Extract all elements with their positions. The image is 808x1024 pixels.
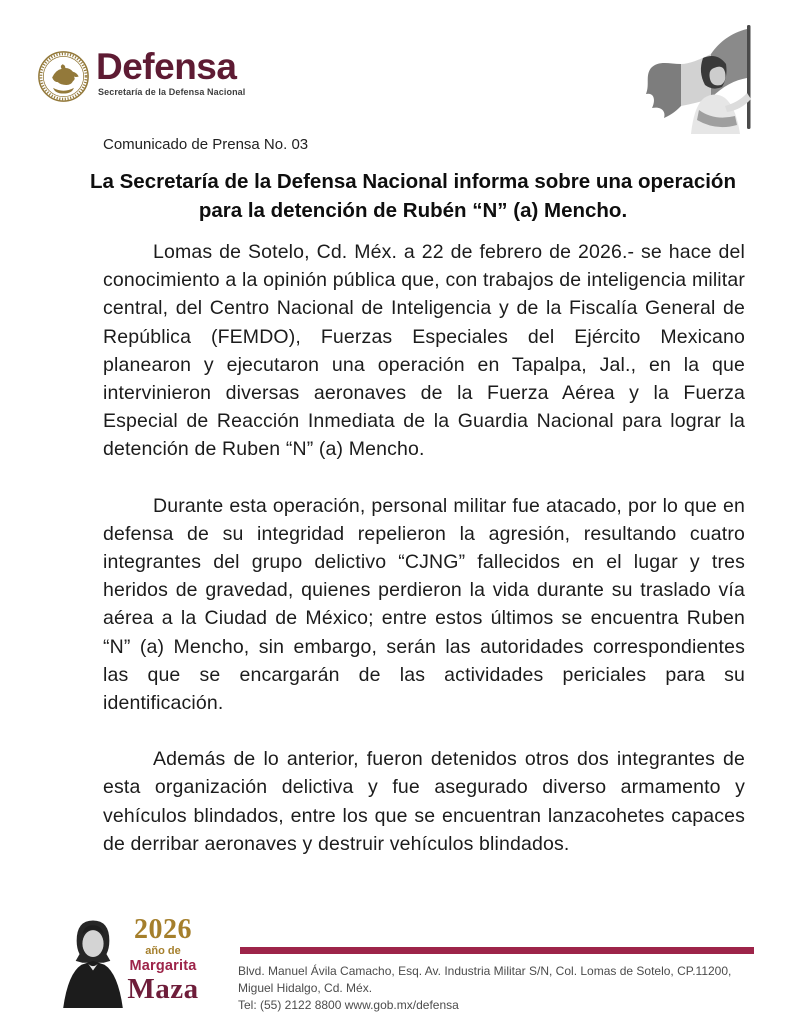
margarita-maza-portrait: [54, 908, 132, 1008]
press-release-paragraph: Durante esta operación, personal militar fue atacado, por lo que en defensa de su integridad repelieron la agresión, resultando cuatro integrantes del grupo delictivo “CJNG” fallecidos en el lugar y tres heridos de gravedad, quienes perdieron la vida durante su traslado vía aérea a la Ciudad de México; entre estos últimos se encuentra Ruben “N” (a) Mencho, sin embargo, serán las autoridades correspondientes las que se encargarán de las actividades periciales para su identificación.: [103, 494, 745, 715]
footer-address-line2: Tel: (55) 2122 8800 www.gob.mx/defensa: [238, 998, 459, 1012]
footer-divider: [240, 947, 754, 954]
commemorative-name: Margarita: [129, 958, 197, 974]
press-release-paragraph: Lomas de Sotelo, Cd. Méx. a 22 de febrero de 2026.- se hace del conocimiento a la opinión pública que, con trabajos de inteligencia militar central, del Centro Nacional de Inteligencia y de la Fiscalía General de República (FEMDO), Fuerzas Especiales del Ejército Mexicano planearon y ejecutaron una operación en Tapalpa, Jal., en la que intervinieron diversas aeronaves de la Fuerza Aérea y la Fuerza Especial de Reacción Inmediata de la Guardia Nacional para lograr la detención de Ruben “N” (a) Mencho.: [103, 241, 745, 461]
comunicado-number: Comunicado de Prensa No. 03: [103, 136, 309, 153]
footer-address-line1: Blvd. Manuel Ávila Camacho, Esq. Av. Industria Militar S/N, Col. Lomas de Sotelo, CP.11200, Miguel Hidalgo, Cd. Méx.: [238, 964, 732, 995]
commemorative-subtitle: año de: [145, 945, 181, 957]
press-release-title: La Secretaría de la Defensa Nacional informa sobre una operación para la detención de Rubén “N” (a) Mencho.: [90, 170, 736, 222]
brand-block: [96, 48, 296, 97]
press-release-paragraph: Además de lo anterior, fueron detenidos otros dos integrantes de esta organización delictiva y fue asegurado diverso armamento y vehículos blindados, entre los que se encuentran lanzacohetes capaces de derribar aeronaves y destruir vehículos blindados.: [103, 748, 745, 855]
commemorative-surname: Maza: [127, 972, 199, 1005]
commemorative-year-logo: [126, 916, 200, 1004]
national-seal-icon: [37, 48, 90, 105]
brand-wordmark: Defensa: [96, 46, 237, 87]
press-release-body: [103, 238, 745, 886]
footer-address: [238, 963, 760, 1014]
brand-subtitle: Secretaría de la Defensa Nacional: [98, 87, 246, 97]
commemorative-year: 2026: [134, 914, 192, 945]
flag-bearer-illustration: [640, 20, 792, 138]
